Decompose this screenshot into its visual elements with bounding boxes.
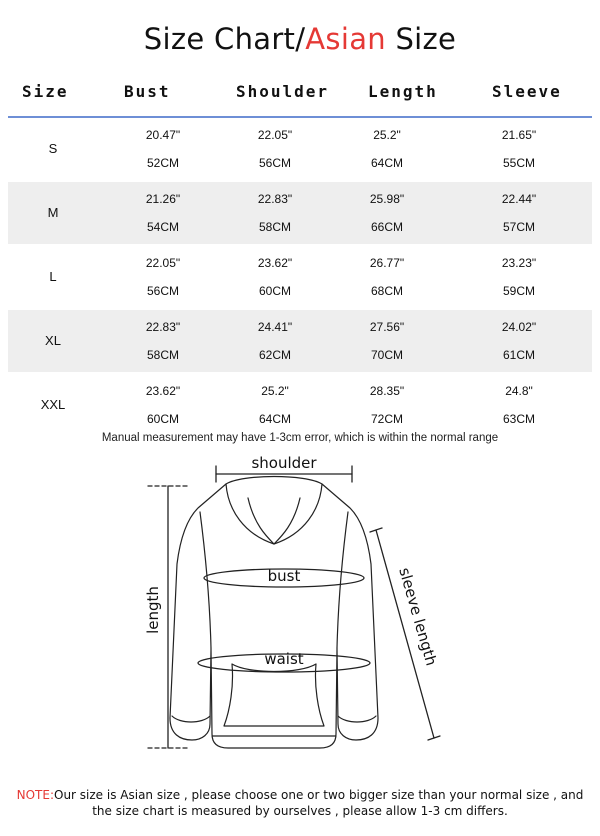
length-inch: 28.35" xyxy=(369,384,405,398)
size-cell: XL xyxy=(45,333,61,348)
length-inch: 25.98" xyxy=(369,192,405,206)
shoulder-inch: 23.62" xyxy=(257,256,293,270)
shoulder-cm: 60CM xyxy=(258,284,291,298)
length-cm: 66CM xyxy=(370,220,403,234)
measurement-note: Manual measurement may have 1-3cm error, which is within the normal range xyxy=(101,432,499,444)
title-suffix: Size xyxy=(385,22,457,56)
bust-label: bust xyxy=(267,567,301,585)
bust-cm: 60CM xyxy=(146,412,179,426)
bust-cm: 54CM xyxy=(146,220,179,234)
header-shoulder: Shoulder xyxy=(236,82,330,101)
sleeve-length-label: sleeve length xyxy=(395,565,441,668)
sleeve-cm: 57CM xyxy=(502,220,535,234)
right-arm-seam xyxy=(337,512,348,648)
sleeve-inch: 23.23" xyxy=(501,256,537,270)
shoulder-inch: 22.83" xyxy=(257,192,293,206)
length-cm: 68CM xyxy=(370,284,403,298)
table-row xyxy=(8,246,592,308)
page-title xyxy=(0,22,600,56)
length-cm: 70CM xyxy=(370,348,403,362)
sleeve-cm: 59CM xyxy=(502,284,535,298)
bust-cm: 56CM xyxy=(146,284,179,298)
table-row xyxy=(8,374,592,436)
sleeve-cm: 61CM xyxy=(502,348,535,362)
pocket-shape xyxy=(224,664,324,726)
sleeve-inch: 24.8" xyxy=(505,384,533,398)
shoulder-cm: 64CM xyxy=(258,412,291,426)
hoodie-diagram xyxy=(130,448,450,758)
size-table xyxy=(8,72,592,426)
length-inch: 27.56" xyxy=(369,320,405,334)
shoulder-cm: 58CM xyxy=(258,220,291,234)
size-cell: M xyxy=(47,205,59,220)
table-row xyxy=(8,310,592,372)
footer-note xyxy=(10,787,590,819)
shoulder-cm: 56CM xyxy=(258,156,291,170)
header-sleeve: Sleeve xyxy=(492,82,562,101)
sleeve-inch: 21.65" xyxy=(501,128,537,142)
size-cell: XXL xyxy=(40,397,66,412)
table-row xyxy=(8,118,592,180)
sleeve-inch: 24.02" xyxy=(501,320,537,334)
bust-cm: 52CM xyxy=(146,156,179,170)
shoulder-inch: 25.2" xyxy=(261,384,289,398)
title-accent: Asian xyxy=(305,22,386,56)
shoulder-inch: 22.05" xyxy=(257,128,293,142)
bust-inch: 21.26" xyxy=(145,192,181,206)
sleeve-cm: 63CM xyxy=(502,412,535,426)
hood-inner xyxy=(248,498,300,544)
header-bust: Bust xyxy=(124,82,171,101)
bust-inch: 22.05" xyxy=(145,256,181,270)
bust-inch: 23.62" xyxy=(145,384,181,398)
shoulder-cm: 62CM xyxy=(258,348,291,362)
table-row xyxy=(8,182,592,244)
sleeve-cm: 55CM xyxy=(502,156,535,170)
hood-shape xyxy=(226,484,322,544)
note-label: NOTE: xyxy=(16,788,54,802)
bust-cm: 58CM xyxy=(146,348,179,362)
waist-label: waist xyxy=(264,650,304,668)
header-size: Size xyxy=(22,82,69,101)
header-length: Length xyxy=(368,82,438,101)
length-cm: 64CM xyxy=(370,156,403,170)
sleeve-inch: 22.44" xyxy=(501,192,537,206)
shoulder-inch: 24.41" xyxy=(257,320,293,334)
size-cell: L xyxy=(49,269,57,284)
length-label: length xyxy=(144,586,162,634)
bust-inch: 20.47" xyxy=(145,128,181,142)
length-cm: 72CM xyxy=(370,412,403,426)
left-cuff xyxy=(172,716,210,722)
length-inch: 26.77" xyxy=(369,256,405,270)
shoulder-label: shoulder xyxy=(251,454,317,472)
length-inch: 25.2" xyxy=(373,128,401,142)
note-text: Our size is Asian size , please choose one or two bigger size than your normal size , and the size chart is measured by ourselves , please allow 1-3 cm differs. xyxy=(54,788,584,818)
bust-inch: 22.83" xyxy=(145,320,181,334)
right-cuff xyxy=(338,716,376,722)
size-cell: S xyxy=(48,141,58,156)
table-header xyxy=(8,72,592,118)
title-prefix: Size Chart/ xyxy=(143,22,306,56)
